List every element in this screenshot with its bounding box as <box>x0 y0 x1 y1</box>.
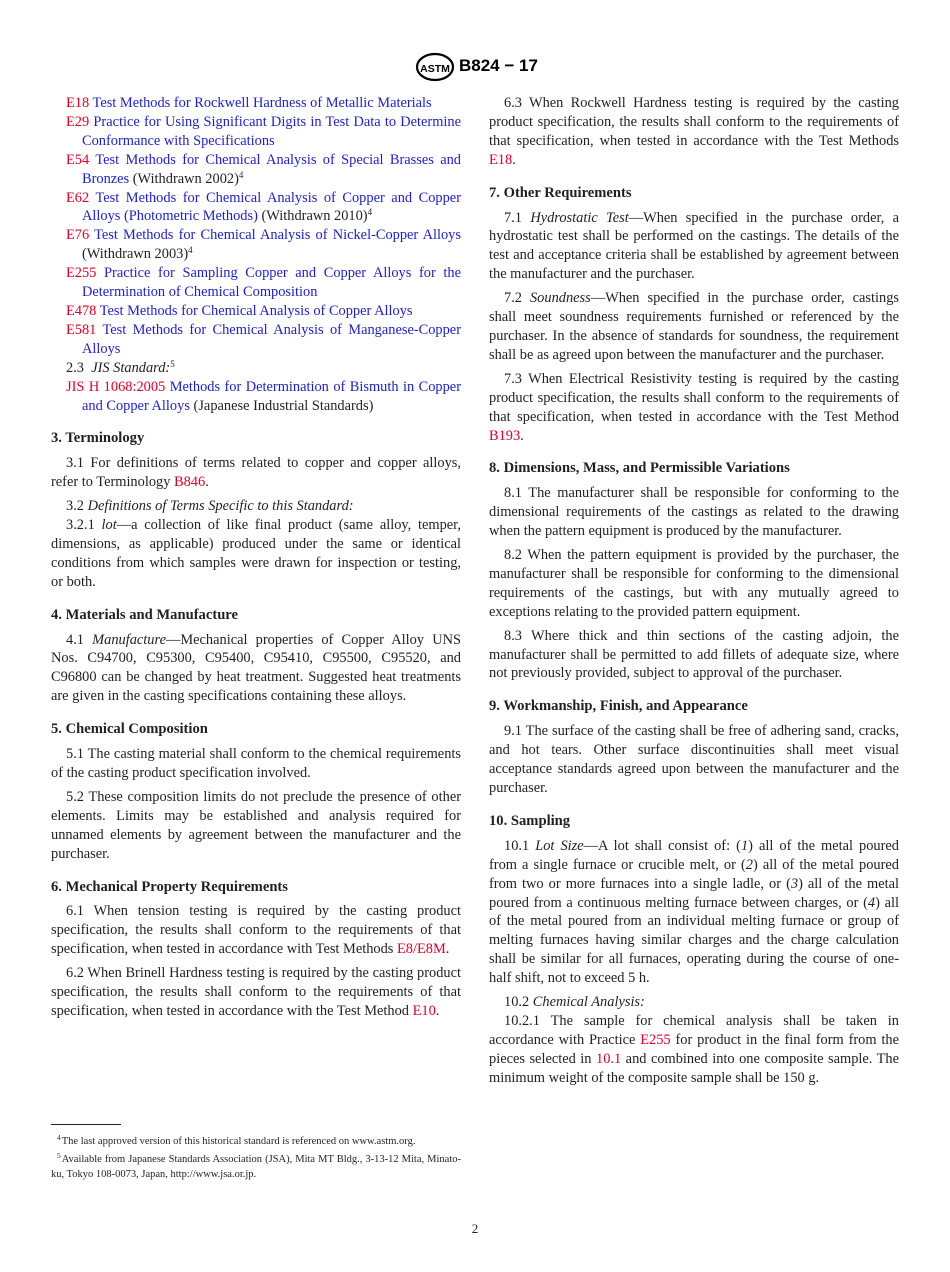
section-3-heading: 3. Terminology <box>51 430 145 447</box>
reference-code-link[interactable]: E62 <box>66 189 90 206</box>
page-number: 2 <box>471 1221 479 1236</box>
section-7-heading: 7. Other Requirements <box>489 184 632 201</box>
reference-title-link[interactable]: Test Methods for Chemical Analysis of Copper and Copper Alloys (Photometric Methods) <box>82 189 461 225</box>
b846-link[interactable]: B846 <box>174 474 206 491</box>
jis-title-link[interactable]: Methods for Determination of Bismuth in Copper and Copper Alloys <box>82 378 461 414</box>
paragraph-3-1: 3.1 For definitions of terms related to copper and copper alloys, refer to Terminology B846. <box>51 455 461 491</box>
reference-item <box>51 264 461 302</box>
paragraph-10-2: 10.2 Chemical Analysis: <box>504 994 645 1011</box>
reference-title-link[interactable]: Practice for Sampling Copper and Copper Alloys for the Determination of Chemical Composition <box>82 265 461 301</box>
e8-link[interactable]: E8/E8M <box>397 941 446 958</box>
section-10-heading: 10. Sampling <box>489 812 571 829</box>
reference-title-link[interactable]: Test Methods for Chemical Analysis of Manganese-Copper Alloys <box>82 321 461 357</box>
paragraph-4-1: 4.1 Manufacture—Mechanical properties of Copper Alloy UNS Nos. C94700, C95300, C95400, C95410, C95500, C95520, and C96800 can be changed by heat treatment. Suggested heat treatments are given in the casting specifications containing these alloys. <box>51 631 461 705</box>
reference-code-link[interactable]: E581 <box>66 321 97 338</box>
reference-title-link[interactable]: Test Methods for Chemical Analysis of Nickel-Copper Alloys <box>94 227 461 244</box>
footnote-4: $^4$The last approved version of this historical standard is referenced on www.astm.org. <box>57 1133 416 1147</box>
paragraph-8-3: 8.3 Where thick and thin sections of the casting adjoin, the manufacturer shall be permitted to add fillets of adequate size, where not previously provided, subject to approval of the purchaser. <box>489 627 899 682</box>
reference-title-link[interactable]: Test Methods for Rockwell Hardness of Metallic Materials <box>92 95 432 111</box>
reference-list <box>51 94 461 359</box>
reference-item: E54 Test Methods for Chemical Analysis of Special Brasses and Bronzes (Withdrawn 2002)$^4$ <box>66 151 461 187</box>
paragraph-10-1: 10.1 Lot Size—A lot shall consist of: (1) all of the metal poured from a single furnace or crucible melt, or (2) all of the metal poured from two or more furnaces into a single ladle, or (3) all of the metal poured from a continuous melting furnace between charges, or (4) all of the metal poured from an individual melting furnace or group of melting furnaces having similar charges and the charge calculation shall be similar for all furnaces, operating during the course of one-half shift, not to exceed 5 h. <box>489 837 899 987</box>
footnotes <box>51 1134 461 1185</box>
section-4-heading: 4. Materials and Manufacture <box>51 606 238 623</box>
astm-logo-icon <box>415 52 455 82</box>
section-10-1-link[interactable]: 10.1 <box>596 1050 622 1067</box>
footnote-5: $^5$Available from Japanese Standards Association (JSA), Mita MT Bldg., 3-13-12 Mita, Minato-ku, Tokyo 108-0073, Japan, http://www.jsa.or.jp. <box>51 1150 461 1180</box>
e10-link[interactable]: E10 <box>412 1002 436 1019</box>
paragraph-7-2: 7.2 Soundness—When specified in the purchase order, castings shall meet soundness requirements furnished or referenced by the purchaser. In the absence of standards for soundness, the requirement shall be as agreed upon between the manufacturer and the purchaser. <box>489 290 899 363</box>
paragraph-3-2-1: 3.2.1 lot—a collection of like final product (same alloy, temper, dimensions, as applicable) produced under the same or identical conditions from which samples were drawn for inspection or testing, or both. <box>51 517 461 590</box>
reference-code-link[interactable]: E54 <box>66 151 90 168</box>
section-9-heading: 9. Workmanship, Finish, and Appearance <box>489 698 748 715</box>
reference-item <box>51 113 461 151</box>
page-header <box>0 50 950 86</box>
b193-link[interactable]: B193 <box>489 427 521 444</box>
reference-item: E76 Test Methods for Chemical Analysis of Nickel-Copper Alloys (Withdrawn 2003)$^4$ <box>66 227 461 263</box>
paragraph-10-2-1: 10.2.1 The sample for chemical analysis shall be taken in accordance with Practice E255 for product in the final form from the pieces selected in 10.1 and combined into one composite sample. The minimum weight of the composite sample shall be 150 g. <box>489 1012 899 1086</box>
paragraph-8-1: 8.1 The manufacturer shall be responsible for conforming to the dimensional requirements of the castings as related to the drawing when the pattern equipment is produced by the manufacturer. <box>489 485 899 540</box>
jis-reference-item: JIS H 1068:2005 Methods for Determination of Bismuth in Copper and Copper Alloys (Japanese Industrial Standards) <box>66 378 461 414</box>
reference-item <box>51 94 461 113</box>
svg-text:ASTM: ASTM <box>420 63 450 75</box>
paragraph-5-1: 5.1 The casting material shall conform to the chemical requirements of the casting product specification involved. <box>51 746 461 781</box>
jis-standard-heading: 2.3 JIS Standard:$^5$ <box>66 358 175 376</box>
section-6-heading: 6. Mechanical Property Requirements <box>51 878 288 895</box>
reference-item <box>51 321 461 359</box>
reference-code-link[interactable]: E478 <box>66 302 97 319</box>
standard-designation: B824 − 17 <box>459 56 538 75</box>
paragraph-7-1: 7.1 Hydrostatic Test—When specified in the purchase order, a hydrostatic test shall be performed on the castings. The details of the test and acceptance criteria shall be established by agreement between the manufacturer and the purchaser. <box>489 209 899 283</box>
reference-code-link[interactable]: E29 <box>66 113 90 130</box>
reference-code-link[interactable]: E18 <box>66 95 90 111</box>
paragraph-6-1: 6.1 When tension testing is required by the casting product specification, the results shall conform to the requirements of that specification, when tested in accordance with Test Methods E8/E8M. <box>51 903 461 958</box>
e255-link[interactable]: E255 <box>640 1031 671 1048</box>
reference-code-link[interactable]: E255 <box>66 265 97 282</box>
paragraph-7-3: 7.3 When Electrical Resistivity testing is required by the casting product specification, the results shall conform to the requirements of that specification, when tested in accordance with the Test Method B193. <box>489 370 899 444</box>
e18-link[interactable]: E18 <box>489 151 513 168</box>
section-5-heading: 5. Chemical Composition <box>51 721 208 738</box>
paragraph-6-3: 6.3 When Rockwell Hardness testing is required by the casting product specification, the results shall conform to the requirements of that specification, when tested in accordance with the Test Methods E18. <box>489 95 899 168</box>
jis-code-link[interactable]: JIS H 1068:2005 <box>66 378 166 395</box>
reference-item: E62 Test Methods for Chemical Analysis of Copper and Copper Alloys (Photometric Methods) (Withdrawn 2010)$^4$ <box>66 189 461 225</box>
paragraph-8-2: 8.2 When the pattern equipment is provided by the purchaser, the manufacturer shall be responsible for conforming to the dimensional requirements of the castings, but with any mutually agreed to exceptions relating to the provided pattern equipment. <box>489 547 899 620</box>
reference-title-link[interactable]: Test Methods for Chemical Analysis of Special Brasses and Bronzes <box>82 151 461 187</box>
paragraph-3-2: 3.2 Definitions of Terms Specific to this Standard: <box>66 498 354 515</box>
left-column <box>51 94 461 1026</box>
footnote-divider <box>51 1124 121 1125</box>
right-column <box>489 94 899 1093</box>
section-8-heading: 8. Dimensions, Mass, and Permissible Variations <box>489 460 790 477</box>
paragraph-6-2: 6.2 When Brinell Hardness testing is required by the casting product specification, the results shall conform to the requirements of that specification, when tested in accordance with the Test Method E10. <box>51 965 461 1019</box>
paragraph-5-2: 5.2 These composition limits do not preclude the presence of other elements. Limits may be established and analysis required for unnamed elements by agreement between the manufacturer and the purchaser. <box>51 788 461 862</box>
reference-title-link[interactable]: Test Methods for Chemical Analysis of Copper Alloys <box>99 302 413 319</box>
reference-code-link[interactable]: E76 <box>66 227 90 244</box>
reference-title-link[interactable]: Practice for Using Significant Digits in Test Data to Determine Conformance with Specifications <box>82 113 461 149</box>
paragraph-9-1: 9.1 The surface of the casting shall be free of adhering sand, cracks, and hot tears. Other surface discontinuities shall meet visual acceptance standards agreed upon between the manufacturer and the purchaser. <box>489 723 899 796</box>
reference-item <box>51 302 461 321</box>
